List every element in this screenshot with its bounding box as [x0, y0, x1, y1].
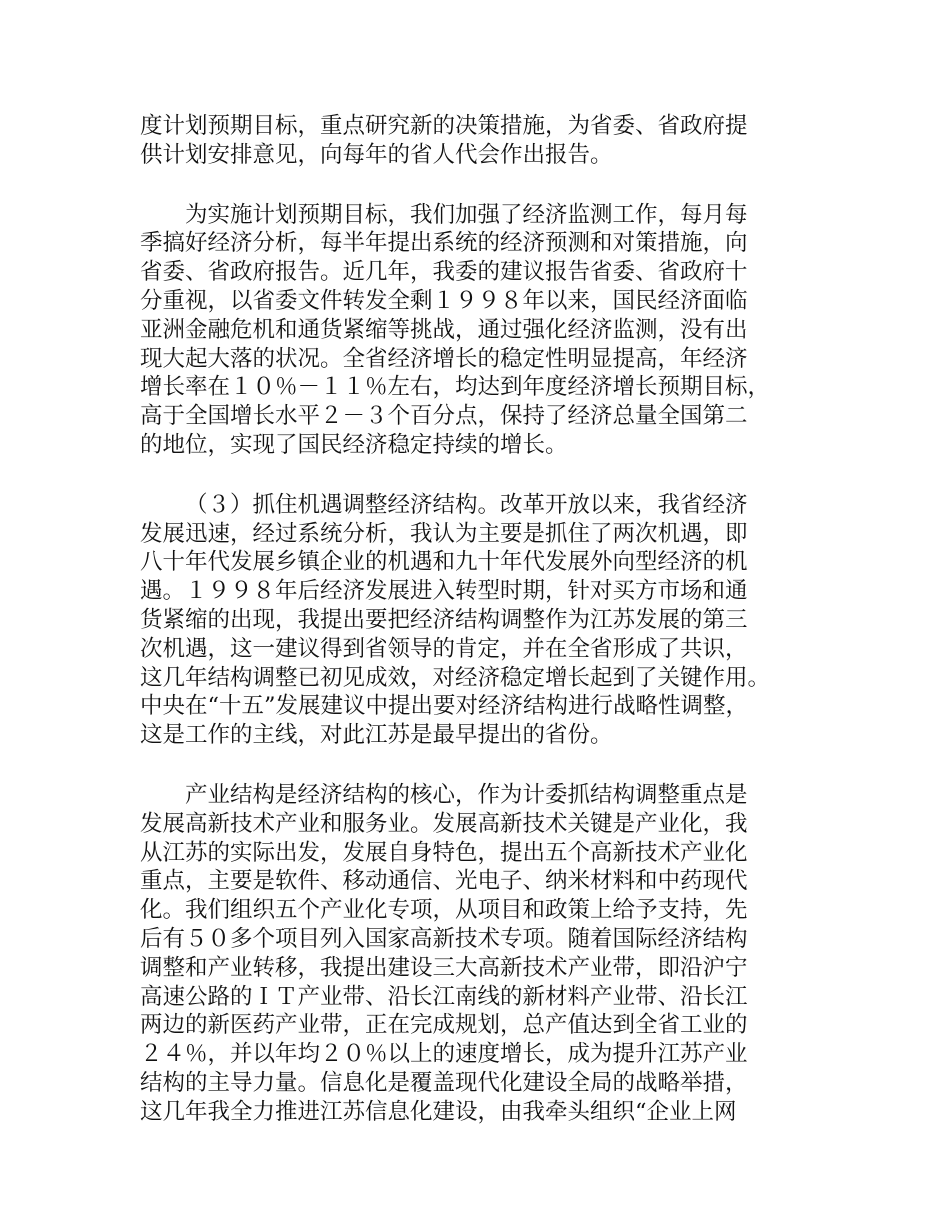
text-line: 高速公路的ＩＴ产业带、沿长江南线的新材料产业带、沿长江	[140, 983, 748, 1010]
text-line: 两边的新医药产业带，正在完成规划，总产值达到全省工业的	[140, 1012, 748, 1039]
text-line: 增长率在１０％－１１％左右，均达到年度经济增长预期目标，	[140, 374, 771, 401]
text-line: 遇。１９９８年后经济发展进入转型时期，针对买方市场和通	[140, 578, 748, 605]
paragraph	[140, 112, 820, 170]
text-line: 化。我们组织五个产业化专项，从项目和政策上给予支持，先	[140, 897, 748, 924]
text-line: 次机遇，这一建议得到省领导的肯定，并在全省形成了共识，	[140, 635, 748, 662]
text-line: 供计划安排意见，向每年的省人代会作出报告。	[140, 141, 613, 168]
text-line: 发展迅速，经过系统分析，我认为主要是抓住了两次机遇，即	[140, 520, 748, 547]
text-line: 这是工作的主线，对此江苏是最早提出的省份。	[140, 722, 613, 749]
text-line: 货紧缩的出现，我提出要把经济结构调整作为江苏发展的第三	[140, 606, 748, 633]
text-line: 发展高新技术产业和服务业。发展高新技术关键是产业化，我	[140, 810, 748, 837]
text-line: 季搞好经济分析，每半年提出系统的经济预测和对策措施，向	[140, 230, 748, 257]
text-line: 亚洲金融危机和通货紧缩等挑战，通过强化经济监测，没有出	[140, 316, 748, 343]
text-line: 现大起大落的状况。全省经济增长的稳定性明显提高，年经济	[140, 345, 748, 372]
text-line: 高于全国增长水平２－３个百分点，保持了经济总量全国第二	[140, 403, 748, 430]
text-line: 产业结构是经济结构的核心，作为计委抓结构调整重点是	[185, 781, 748, 808]
text-line: 这几年结构调整已初见成效，对经济稳定增长起到了关键作用。	[140, 664, 771, 691]
text-line: 的地位，实现了国民经济稳定持续的增长。	[140, 431, 568, 458]
text-line: （３）抓住机遇调整经济结构。改革开放以来，我省经济	[185, 491, 748, 518]
text-line: 度计划预期目标，重点研究新的决策措施，为省委、省政府提	[140, 113, 748, 139]
paragraph	[140, 781, 820, 1127]
text-line: 后有５０多个项目列入国家高新技术专项。随着国际经济结构	[140, 925, 748, 952]
text-line: 中央在“十五”发展建议中提出要对经济结构进行战略性调整，	[140, 693, 749, 720]
paragraph	[140, 201, 820, 460]
paragraph	[140, 491, 820, 750]
text-line: 调整和产业转移，我提出建设三大高新技术产业带，即沿沪宁	[140, 954, 748, 981]
text-line: 结构的主导力量。信息化是覆盖现代化建设全局的战略举措，	[140, 1069, 748, 1096]
text-line: 八十年代发展乡镇企业的机遇和九十年代发展外向型经济的机	[140, 549, 748, 576]
text-line: 为实施计划预期目标，我们加强了经济监测工作，每月每	[185, 201, 748, 228]
text-line: 重点，主要是软件、移动通信、光电子、纳米材料和中药现代	[140, 868, 748, 895]
text-line: 省委、省政府报告。近几年，我委的建议报告省委、省政府十	[140, 259, 748, 286]
text-line: 从江苏的实际出发，发展自身特色，提出五个高新技术产业化	[140, 839, 748, 866]
text-line: 这几年我全力推进江苏信息化建设，由我牵头组织“企业上网	[140, 1098, 737, 1125]
text-line: 分重视，以省委文件转发全剩１９９８年以来，国民经济面临	[140, 287, 748, 314]
document-page	[140, 112, 820, 1158]
text-line: ２４％，并以年均２０％以上的速度增长，成为提升江苏产业	[140, 1041, 748, 1068]
